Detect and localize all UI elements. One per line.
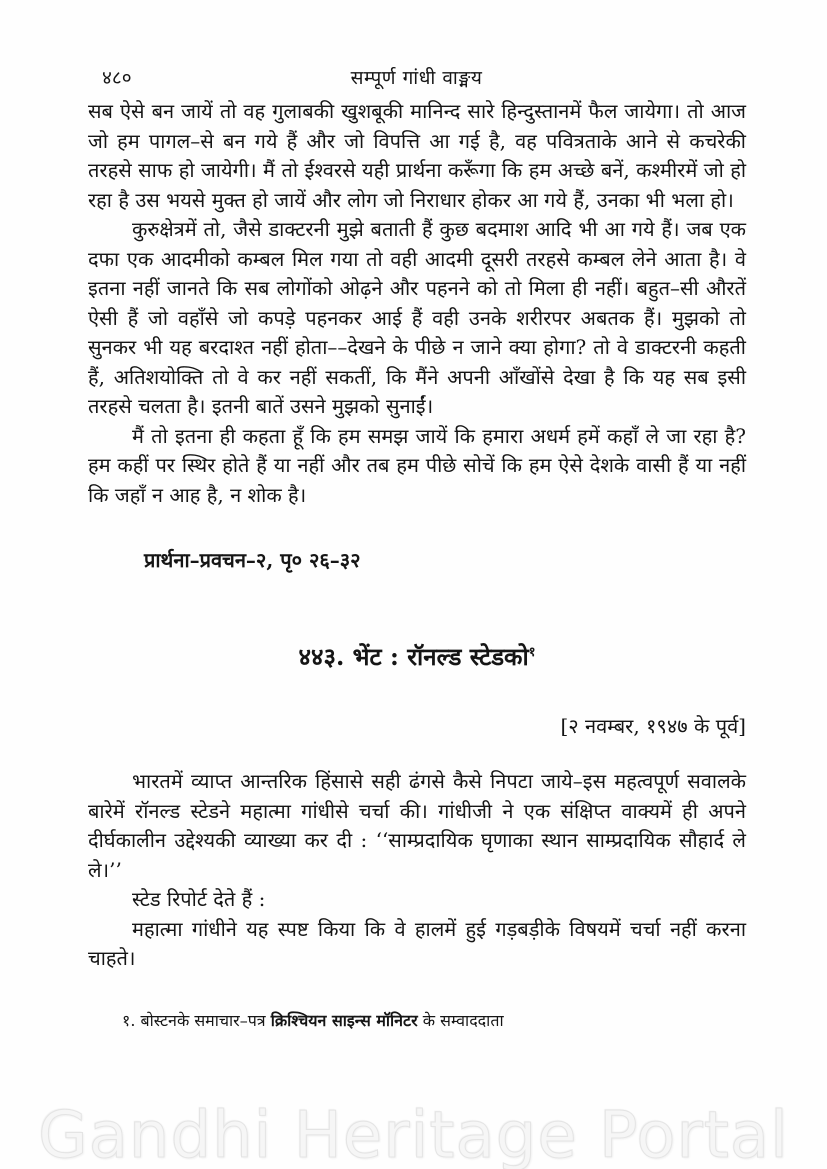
footnote: [122, 1010, 739, 1032]
page-body: [88, 97, 746, 974]
footnote-number: १.: [122, 1011, 136, 1030]
running-header: [88, 64, 745, 92]
paragraph-interview-1: भारतमें व्याप्त आन्तरिक हिंसासे सही ढंगसे कैसे निपटा जाये–इस महत्वपूर्ण सवालके बारेमें रॉनल्ड स्टेडने महात्मा गांधीसे चर्चा की। गांधीजी ने एक संक्षिप्त वाक्यमें ही अपने दीर्घकालीन उद्देश्यकी व्याख्या कर दी : ‘‘साम्प्रदायिक घृणाका स्थान साम्प्रदायिक सौहार्द ले ले।’’: [88, 769, 746, 882]
paragraph-prayer-1: सब ऐसे बन जायें तो वह गुलाबकी खुशबूकी मानिन्द सारे हिन्दुस्तानमें फैल जायेगा। तो आज जो हम पागल–से बन गये हैं और जो विपत्ति आ गई है, वह पवित्रताके आने से कचरेकी तरहसे साफ हो जायेगी। मैं तो ईश्वरसे यही प्रार्थना करूँगा कि हम अच्छे बनें, कश्मीरमें जो हो रहा है उस भयसे मुक्त हो जायें और लोग जो निराधार होकर आ गये हैं, उनका भी भला हो।: [88, 99, 746, 212]
interview-section-body: [88, 767, 746, 974]
section-title-text: ४४३. भेंट : रॉनल्ड स्टेडको: [298, 641, 529, 671]
source-citation: प्रार्थना–प्रवचन–२, पृ० २६–३२: [144, 548, 361, 572]
date-line: [२ नवम्बर, १९४७ के पूर्व]: [560, 713, 746, 738]
footnote-text-after: के सम्वाददाता: [417, 1011, 504, 1030]
gandhi-heritage-portal-watermark: Gandhi Heritage Portal: [38, 1099, 789, 1169]
paragraph-prayer-2: कुरुक्षेत्रमें तो, जैसे डाक्टरनी मुझे बताती हैं कुछ बदमाश आदि भी आ गये हैं। जब एक दफा एक आदमीको कम्बल मिल गया तो वही आदमी दूसरी तरहसे कम्बल लेने आता है। वे इतना नहीं जानते कि सब लोगोंको ओढ़ने और पहनने को तो मिला ही नहीं। बहुत–सी औरतें ऐसी हैं जो वहाँसे जो कपड़े पहनकर आई हैं वही उनके शरीरपर अबतक हैं। मुझको तो सुनकर भी यह बरदाश्त नहीं होता––देखने के पीछे न जाने क्या होगा? तो वे डाक्टरनी कहती हैं, अतिशयोक्ति तो वे कर नहीं सकतीं, कि मैंने अपनी आँखोंसे देखा है कि यह सब इसी तरहसे चलता है। इतनी बातें उसने मुझको सुनाईं।: [88, 217, 746, 418]
paragraph-prayer-3: मैं तो इतना ही कहता हूँ कि हम समझ जायें कि हमारा अधर्म हमें कहाँ ले जा रहा है? हम कहीं पर स्थिर होते हैं या नहीं और तब हम पीछे सोचें कि हम ऐसे देशके वासी हैं या नहीं कि जहाँ न आह है, न शोक है।: [88, 423, 746, 507]
section-title: [88, 638, 746, 672]
footnote-text-before: बोस्टनके समाचार–पत्र: [135, 1011, 271, 1030]
book-title: सम्पूर्ण गांधी वाङ्मय: [350, 67, 483, 89]
paragraph-interview-2: स्टेड रिपोर्ट देते हैं :: [132, 887, 266, 911]
page-number: ४८०: [102, 67, 132, 89]
paragraph-interview-3: महात्मा गांधीने यह स्पष्ट किया कि वे हालमें हुई गड़बड़ीके विषयमें चर्चा नहीं करना चाहते।: [88, 916, 746, 970]
footnote-reference-mark: १: [528, 644, 536, 660]
footnote-publication-name: क्रिश्चियन साइन्स मॉनिटर: [270, 1011, 418, 1030]
